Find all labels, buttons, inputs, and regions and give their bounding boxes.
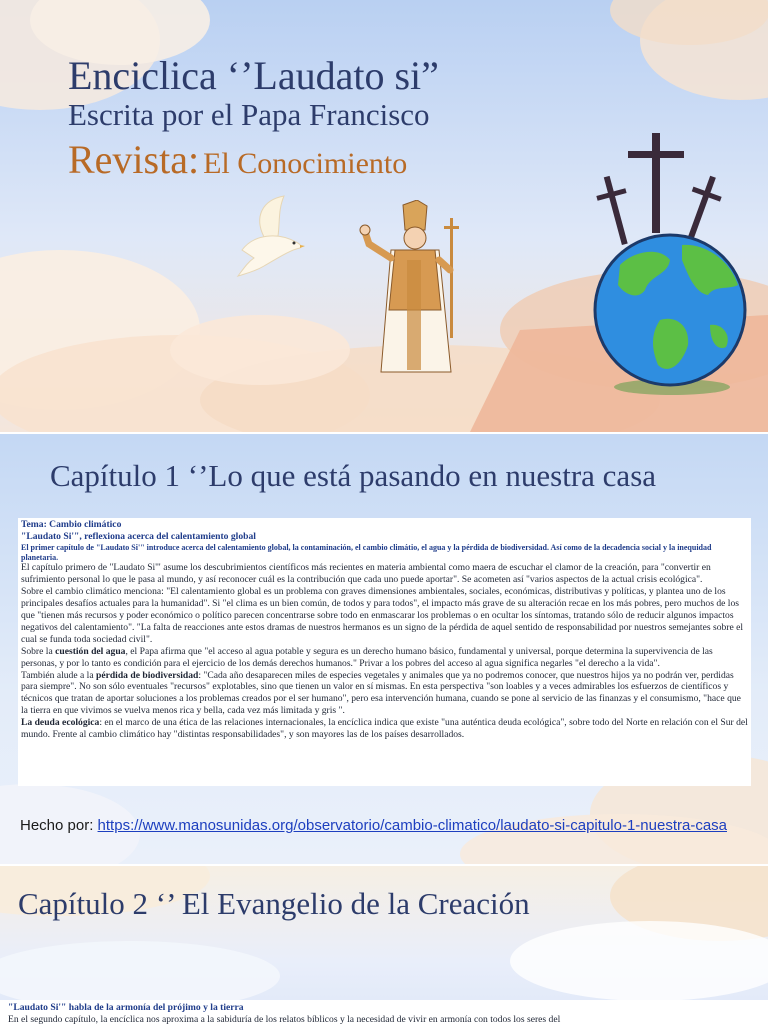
paragraph-2: Sobre el cambio climático menciona: "El calentamiento global es un problema con graves dimensiones ambientales, sociales, económicas, distributivas y políticas, y plantea uno de los principales desafíos actuales para la humanidad". Si "el clima es un bien común, de todos y para todos", el impacto más grave de su alteración recae en los más pobres, pero muchos de los que "tienen más recursos y poder económico o político parecen concentrarse sobre todo en enmascarar los problemas o en ocultar los síntomas, tratando sólo de reducir algunos impactos negativos del calentamiento". "La falta de reacciones ante estos dramas de nuestros hermanos es un signo de la pérdida de aquel sentido de responsabilidad por nuestros semejantes sobre el cual se funda toda sociedad civil". — [21, 586, 744, 645]
ecological-debt-bold: La deuda ecológica — [21, 717, 100, 729]
magazine-line — [68, 136, 407, 183]
chapter-2-text-box — [0, 1000, 768, 1024]
author-line: Escrita por el Papa Francisco — [68, 97, 430, 132]
chapter-1-intro: El primer capítulo de "Laudato Si'" introduce acerca del calentamiento global, la contaminación, el cambio climátio, el agua y la pérdida de biodiversidad. Así como de la decadencia social y la inequidad planetaria. — [21, 542, 712, 562]
chapter-2-title: Capítulo 2 ‘’ El Evangelio de la Creación — [18, 886, 530, 921]
chapter-1-slide — [0, 434, 768, 864]
globe-crosses-illustration — [590, 125, 755, 400]
paragraph-5: La deuda ecológica: en el marco de una ética de las relaciones internacionales, la encíclica indica que existe "una auténtica deuda ecológica", sobre todo del Norte en relación con el Sur del mundo. Frente al cambio climático hay "distintas responsabilidades", y son mayores las de los países desarrollados. — [21, 717, 748, 741]
paragraph-3: Sobre la cuestión del agua, el Papa afirma que "el acceso al agua potable y segura es un derecho humano básico, fundamental y universal, porque determina la supervivencia de las personas, y por lo tanto es condición para el ejercicio de los demás derechos humanos." Privar a los pobres del acceso al agua significa negarles "el derecho a la vida". — [21, 645, 713, 669]
chapter-2-subtitle: "Laudato Si'" habla de la armonía del prójimo y la tierra — [8, 1002, 244, 1013]
biodiversity-bold: pérdida de biodiversidad — [95, 669, 199, 681]
magazine-name: El Conocimiento — [203, 147, 408, 180]
paragraph-1: El capítulo primero de "Laudato Si'" asume los descubrimientos científicos más recientes en materia ambiental como maera de escuchar el clamor de la creación, para "convertir en sufrimiento personal lo que le pasa al mundo, y así reconocer cuál es la contribución que cada uno puede aportar". Se acometen así "varios aspectos de la actual crisis ecológica". — [21, 562, 711, 586]
water-issue-bold: cuestión del agua — [55, 645, 126, 657]
source-label: Hecho por: — [20, 817, 94, 834]
source-credit — [20, 817, 727, 834]
chapter-2-slide — [0, 866, 768, 1024]
cover-slide — [0, 0, 768, 432]
chapter-1-text-box — [18, 518, 751, 786]
chapter-2-line: En el segundo capítulo, la encíclica nos aproxima a la sabiduría de los relatos bíblicos y la necesidad de vivir en armonía con todos los seres del — [8, 1013, 561, 1024]
encyclical-title: Enciclica ‘’Laudato si” — [68, 53, 439, 98]
dove-illustration — [234, 192, 306, 282]
chapter-1-title: Capítulo 1 ‘’Lo que está pasando en nuestra casa — [50, 458, 657, 493]
pope-francis-illustration — [355, 200, 470, 382]
topic-line: Tema: Cambio climático — [21, 519, 122, 530]
paragraph-4: También alude a la pérdida de biodiversidad: "Cada año desaparecen miles de especies vegetales y animales que ya no podremos conocer, que nuestros hijos ya no podrán ver, perdidas para siempre". No son sólo eventuales "recursos" explotables, sino que tienen un valor en sí mismas. En esta perspectiva "son loables y a veces admirables los esfuerzos de científicos y técnicos que tratan de aportar soluciones a los problemas creados por el ser humano", pero esa intervención humana, cuando se pone al servicio de las finanzas y el consumismo, "hace que la tierra en que vivimos se vuelva menos rica y bella, cada vez más limitada y gris ". — [21, 669, 741, 717]
chapter-1-subtitle: "Laudato Si'", reflexiona acerca del calentamiento global — [21, 530, 256, 542]
source-link[interactable]: https://www.manosunidas.org/observatorio/cambio-climatico/laudato-si-capitulo-1-nuestra-casa — [97, 817, 727, 834]
magazine-label: Revista: — [68, 137, 200, 182]
